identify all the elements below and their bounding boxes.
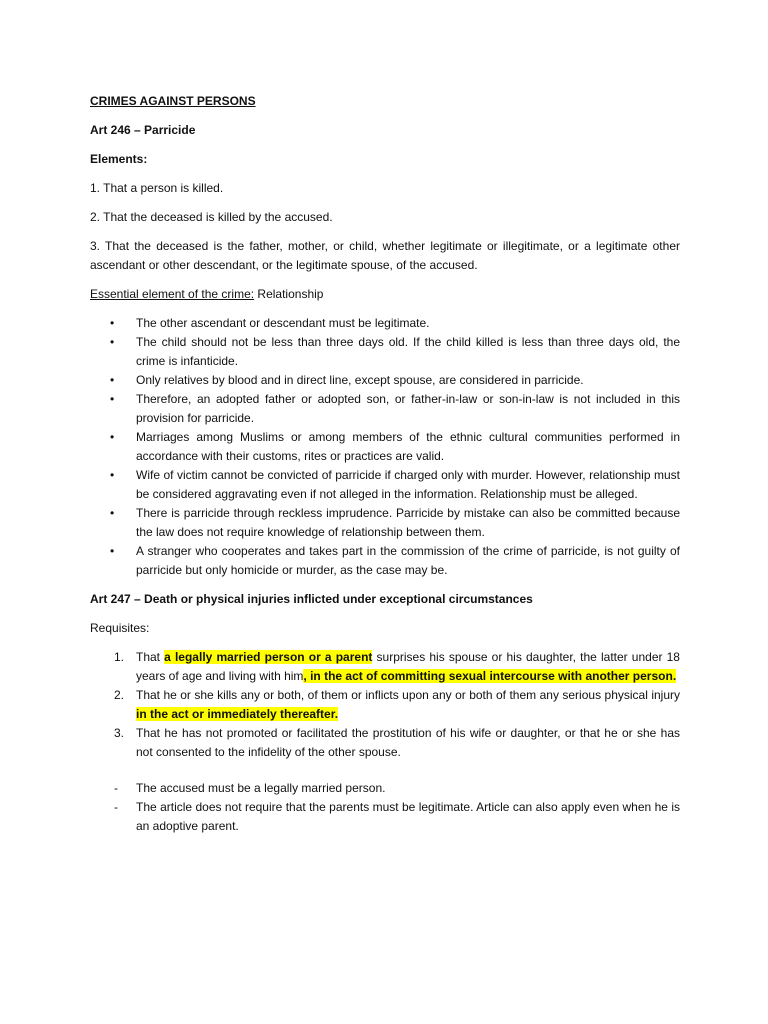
element-2: 2. That the deceased is killed by the accused. [90,210,333,224]
highlighted-text: a legally married person or a parent [164,650,373,664]
requisite-2 [90,686,680,724]
requisite-1 [90,648,680,686]
list-item: • There is parricide through reckless imprudence. Parricide by mistake can also be committed because the law does not require knowledge of relationship between them. [90,504,680,542]
requisite-3 [90,724,680,762]
requisite-text: That he or she kills any or both, of them or inflicts upon any or both of them any serious physical injury [136,688,680,702]
requisite-number: 1. [114,650,125,664]
element-3: 3. That the deceased is the father, mother, or child, whether legitimate or illegitimate, or a legitimate other ascendant or other descendant, or the legitimate spouse, of the accused. [90,239,680,272]
requisites-list [90,648,680,762]
list-item: - The accused must be a legally married person. [90,779,680,798]
requisite-text: That [136,650,165,664]
elements-label: Elements: [90,152,148,166]
requisite-text: That he has not promoted or facilitated the prostitution of his wife or daughter, or that he or she has not consented to the infidelity of the other spouse. [136,726,680,759]
list-item: • Marriages among Muslims or among members of the ethnic cultural communities performed in accordance with their customs, rites or practices are valid. [90,428,680,466]
essential-element-label: Essential element of the crime: [90,287,255,301]
art246-title: Art 246 – Parricide [90,123,196,137]
list-item: • Wife of victim cannot be convicted of parricide if charged only with murder. However, relationship must be considered aggravating even if not alleged in the information. Relationship must be alleged. [90,466,680,504]
document-heading: CRIMES AGAINST PERSONS [90,94,256,108]
list-item: • A stranger who cooperates and takes part in the commission of the crime of parricide, is not guilty of parricide but only homicide or murder, as the case may be. [90,542,680,580]
essential-element [90,285,680,304]
element-1: 1. That a person is killed. [90,181,224,195]
list-item: • The child should not be less than three days old. If the child killed is less than three days old, the crime is infanticide. [90,333,680,371]
parricide-notes-list [90,314,680,580]
requisite-text: surprises his spouse or his daughter, the latter under 18 years of age and living with him [136,650,680,683]
essential-element-value: Relationship [254,287,324,301]
list-item: • Therefore, an adopted father or adopted son, or father-in-law or son-in-law is not included in this provision for parricide. [90,390,680,428]
requisite-number: 2. [114,688,125,702]
art247-title: Art 247 – Death or physical injuries inflicted under exceptional circumstances [90,592,533,606]
highlighted-text: in the act or immediately thereafter. [136,707,339,721]
requisites-label: Requisites: [90,621,150,635]
list-item: • The other ascendant or descendant must be legitimate. [90,314,680,333]
art247-notes-list [90,779,680,836]
highlighted-text: , in the act of committing sexual intercourse with another person. [303,669,677,683]
list-item: • Only relatives by blood and in direct line, except spouse, are considered in parricide. [90,371,680,390]
list-item: - The article does not require that the parents must be legitimate. Article can also apply even when he is an adoptive parent. [90,798,680,836]
document-body [90,92,680,836]
requisite-number: 3. [114,726,125,740]
